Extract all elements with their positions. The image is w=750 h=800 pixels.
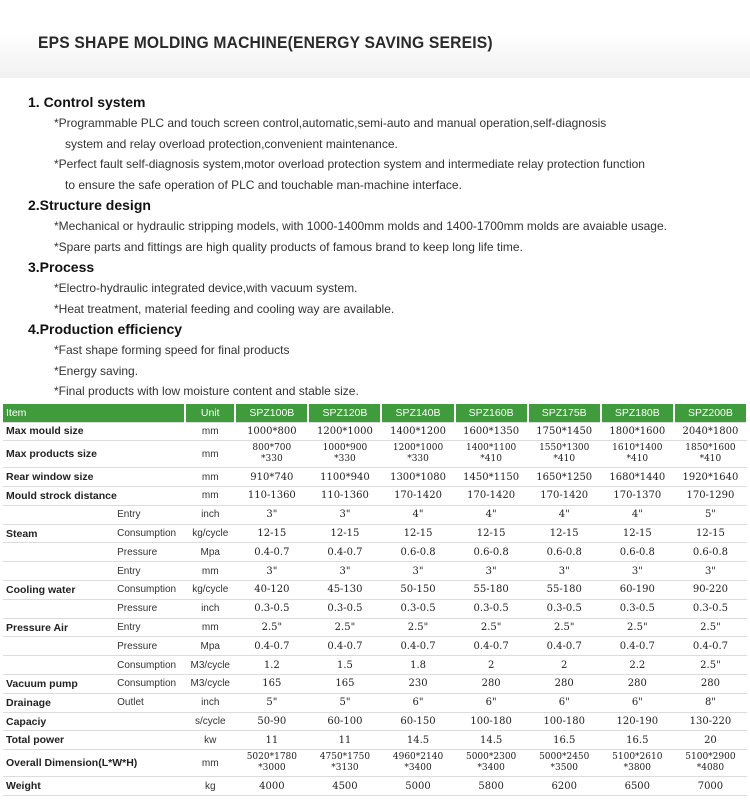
row-value: 0.3-0.5 <box>601 599 674 618</box>
row-value: 280 <box>674 675 747 694</box>
row-value: 0.6-0.8 <box>674 543 747 562</box>
row-value: 6" <box>528 693 601 712</box>
row-value: 280 <box>455 675 528 694</box>
row-value: 3" <box>455 562 528 581</box>
row-value: 170-1370 <box>601 487 674 506</box>
row-value: 2.5" <box>455 618 528 637</box>
spec-table <box>3 404 748 796</box>
row-value: 165 <box>308 675 381 694</box>
row-value: 6" <box>455 693 528 712</box>
section-line: *Mechanical or hydraulic stripping models, with 1000-1400mm molds and 1400-1700mm molds are avaiable usage. <box>54 219 667 233</box>
row-value: 5" <box>308 693 381 712</box>
row-value: 12-15 <box>601 524 674 543</box>
table-row <box>3 468 747 487</box>
row-value: 90-220 <box>674 581 747 600</box>
feature-list <box>28 92 728 402</box>
table-row <box>3 543 747 562</box>
table-row <box>3 675 747 694</box>
table-row <box>3 505 747 524</box>
row-value: 6" <box>601 693 674 712</box>
table-row <box>3 712 747 731</box>
header-item: Item <box>3 404 185 422</box>
row-value: 3" <box>601 562 674 581</box>
section-line: *Fast shape forming speed for final products <box>54 343 290 357</box>
row-subitem: Entry <box>115 562 185 581</box>
row-subitem: Consumption <box>115 581 185 600</box>
row-value: 0.4-0.7 <box>235 637 308 656</box>
row-value: 16.5 <box>528 731 601 750</box>
row-value: 12-15 <box>381 524 454 543</box>
row-unit: mm <box>185 487 235 506</box>
row-name: Steam <box>3 524 115 543</box>
row-subitem: Entry <box>115 618 185 637</box>
section-line: *Electro-hydraulic integrated device,with vacuum system. <box>54 281 358 295</box>
row-value: 5100*2900 *4080 <box>674 750 747 777</box>
row-value: 1000*900 *330 <box>308 441 381 468</box>
row-name: Rear window size <box>3 468 115 487</box>
row-subitem: Consumption <box>115 656 185 675</box>
row-value: 1610*1400 *410 <box>601 441 674 468</box>
row-value: 1850*1600 *410 <box>674 441 747 468</box>
row-value: 1.5 <box>308 656 381 675</box>
section-line: *Spare parts and fittings are high quality products of famous brand to keep long life time. <box>54 239 523 254</box>
row-value: 230 <box>381 675 454 694</box>
row-value: 3" <box>235 505 308 524</box>
row-value: 4" <box>601 505 674 524</box>
row-value: 55-180 <box>528 581 601 600</box>
row-name <box>3 656 115 675</box>
row-value: 280 <box>528 675 601 694</box>
row-value: 4000 <box>235 777 308 796</box>
row-name <box>3 543 115 562</box>
row-subitem <box>115 712 185 731</box>
row-unit: inch <box>185 505 235 524</box>
row-value: 60-150 <box>381 712 454 731</box>
table-row <box>3 618 747 637</box>
header-model: SPZ120B <box>308 404 381 422</box>
row-subitem: Consumption <box>115 524 185 543</box>
header-model: SPZ140B <box>381 404 454 422</box>
table-header-row <box>3 404 747 422</box>
table-row <box>3 693 747 712</box>
row-value: 800*700 *330 <box>235 441 308 468</box>
row-value: 16.5 <box>601 731 674 750</box>
row-value: 170-1290 <box>674 487 747 506</box>
row-value: 170-1420 <box>455 487 528 506</box>
row-name: Max mould size <box>3 422 115 441</box>
header-unit: Unit <box>185 404 235 422</box>
row-subitem: Consumption <box>115 675 185 694</box>
row-subitem: Pressure <box>115 543 185 562</box>
row-value: 2.5" <box>381 618 454 637</box>
row-value: 0.3-0.5 <box>674 599 747 618</box>
section-line: to ensure the safe operation of PLC and touchable man-machine interface. <box>65 177 462 192</box>
row-value: 5100*2610 *3800 <box>601 750 674 777</box>
row-unit: mm <box>185 750 235 777</box>
section-heading: 1. Control system <box>28 94 146 110</box>
row-value: 50-150 <box>381 581 454 600</box>
row-value: 4960*2140 *3400 <box>381 750 454 777</box>
row-unit: kg/cycle <box>185 581 235 600</box>
row-subitem <box>115 487 185 506</box>
row-value: 1450*1150 <box>455 468 528 487</box>
row-value: 1650*1250 <box>528 468 601 487</box>
section-line: *Final products with low moisture content and stable size. <box>54 384 359 398</box>
row-name: Max products size <box>3 441 115 468</box>
row-value: 2 <box>455 656 528 675</box>
row-value: 1400*1100 *410 <box>455 441 528 468</box>
row-value: 1300*1080 <box>381 468 454 487</box>
row-value: 40-120 <box>235 581 308 600</box>
row-value: 60-190 <box>601 581 674 600</box>
section-line: system and relay overload protection,convenient maintenance. <box>65 136 398 151</box>
row-unit: s/cycle <box>185 712 235 731</box>
row-subitem <box>115 441 185 468</box>
table-row <box>3 487 747 506</box>
section-line: *Programmable PLC and touch screen control,automatic,semi-auto and manual operation,self-diagnosis <box>54 116 607 130</box>
row-unit: inch <box>185 599 235 618</box>
row-value: 2.2 <box>601 656 674 675</box>
table-row <box>3 731 747 750</box>
row-value: 11 <box>235 731 308 750</box>
row-value: 100-180 <box>528 712 601 731</box>
row-value: 110-1360 <box>235 487 308 506</box>
row-value: 1.2 <box>235 656 308 675</box>
row-unit: kw <box>185 731 235 750</box>
row-value: 5000*2300 *3400 <box>455 750 528 777</box>
row-value: 3" <box>235 562 308 581</box>
row-unit: mm <box>185 618 235 637</box>
row-value: 1800*1600 <box>601 422 674 441</box>
header-model: SPZ100B <box>235 404 308 422</box>
row-value: 20 <box>674 731 747 750</box>
row-value: 5000 <box>381 777 454 796</box>
row-value: 2.5" <box>674 618 747 637</box>
row-name: Capaciy <box>3 712 115 731</box>
row-value: 12-15 <box>308 524 381 543</box>
row-value: 45-130 <box>308 581 381 600</box>
row-unit: Mpa <box>185 637 235 656</box>
row-subitem <box>115 777 185 796</box>
row-value: 910*740 <box>235 468 308 487</box>
row-value: 5" <box>674 505 747 524</box>
row-value: 0.6-0.8 <box>528 543 601 562</box>
row-value: 1680*1440 <box>601 468 674 487</box>
row-value: 0.3-0.5 <box>235 599 308 618</box>
row-value: 0.4-0.7 <box>308 637 381 656</box>
row-unit: M3/cycle <box>185 675 235 694</box>
row-unit: kg/cycle <box>185 524 235 543</box>
table-row <box>3 599 747 618</box>
row-value: 170-1420 <box>381 487 454 506</box>
row-unit: M3/cycle <box>185 656 235 675</box>
row-value: 0.6-0.8 <box>455 543 528 562</box>
row-name <box>3 562 115 581</box>
row-name: Drainage <box>3 693 115 712</box>
row-subitem: Pressure <box>115 637 185 656</box>
row-value: 12-15 <box>674 524 747 543</box>
row-value: 0.3-0.5 <box>455 599 528 618</box>
table-row <box>3 562 747 581</box>
row-value: 4750*1750 *3130 <box>308 750 381 777</box>
row-subitem: Outlet <box>115 693 185 712</box>
row-value: 2040*1800 <box>674 422 747 441</box>
row-value: 12-15 <box>528 524 601 543</box>
row-name: Pressure Air <box>3 618 115 637</box>
row-value: 0.4-0.7 <box>601 637 674 656</box>
row-value: 0.6-0.8 <box>601 543 674 562</box>
row-value: 100-180 <box>455 712 528 731</box>
row-value: 1100*940 <box>308 468 381 487</box>
row-value: 0.3-0.5 <box>308 599 381 618</box>
row-name: Mould strock distance <box>3 487 115 506</box>
table-row <box>3 750 747 777</box>
row-name: Vacuum pump <box>3 675 115 694</box>
row-subitem <box>115 468 185 487</box>
row-value: 2 <box>528 656 601 675</box>
row-value: 5000*2450 *3500 <box>528 750 601 777</box>
row-value: 50-90 <box>235 712 308 731</box>
section-line: *Perfect fault self-diagnosis system,motor overload protection system and intermediate relay protection function <box>54 157 645 171</box>
table-row <box>3 422 747 441</box>
header-model: SPZ175B <box>528 404 601 422</box>
section-heading: 4.Production efficiency <box>28 321 183 337</box>
row-value: 0.3-0.5 <box>528 599 601 618</box>
row-value: 1600*1350 <box>455 422 528 441</box>
section-line: *Energy saving. <box>54 363 139 378</box>
row-value: 12-15 <box>235 524 308 543</box>
row-value: 130-220 <box>674 712 747 731</box>
row-value: 120-190 <box>601 712 674 731</box>
row-value: 5020*1780 *3000 <box>235 750 308 777</box>
row-value: 170-1420 <box>528 487 601 506</box>
row-unit: Mpa <box>185 543 235 562</box>
row-name: Cooling water <box>3 581 115 600</box>
row-value: 6" <box>381 693 454 712</box>
row-value: 12-15 <box>455 524 528 543</box>
row-value: 14.5 <box>381 731 454 750</box>
section-line: *Heat treatment, material feeding and cooling way are available. <box>54 301 395 316</box>
row-value: 0.4-0.7 <box>674 637 747 656</box>
row-value: 3" <box>674 562 747 581</box>
row-value: 6200 <box>528 777 601 796</box>
table-row <box>3 637 747 656</box>
row-value: 5800 <box>455 777 528 796</box>
row-value: 1000*800 <box>235 422 308 441</box>
row-value: 165 <box>235 675 308 694</box>
row-value: 2.5" <box>674 656 747 675</box>
table-row <box>3 581 747 600</box>
row-subitem: Entry <box>115 505 185 524</box>
row-value: 7000 <box>674 777 747 796</box>
header-model: SPZ200B <box>674 404 747 422</box>
row-name: Total power <box>3 731 115 750</box>
row-value: 1.8 <box>381 656 454 675</box>
row-value: 0.6-0.8 <box>381 543 454 562</box>
row-value: 2.5" <box>308 618 381 637</box>
row-subitem <box>115 731 185 750</box>
row-subitem <box>115 422 185 441</box>
row-value: 14.5 <box>455 731 528 750</box>
row-unit: mm <box>185 562 235 581</box>
row-value: 3" <box>308 505 381 524</box>
row-unit: inch <box>185 693 235 712</box>
row-value: 3" <box>528 562 601 581</box>
row-value: 2.5" <box>601 618 674 637</box>
row-value: 4500 <box>308 777 381 796</box>
row-value: 0.4-0.7 <box>235 543 308 562</box>
header-model: SPZ180B <box>601 404 674 422</box>
row-value: 2.5" <box>235 618 308 637</box>
row-value: 60-100 <box>308 712 381 731</box>
row-value: 1750*1450 <box>528 422 601 441</box>
row-name <box>3 599 115 618</box>
section-heading: 2.Structure design <box>28 197 151 213</box>
row-value: 5" <box>235 693 308 712</box>
row-unit: mm <box>185 422 235 441</box>
header-model: SPZ160B <box>455 404 528 422</box>
row-name <box>3 637 115 656</box>
row-value: 0.3-0.5 <box>381 599 454 618</box>
table-row <box>3 524 747 543</box>
row-value: 110-1360 <box>308 487 381 506</box>
row-value: 1200*1000 <box>308 422 381 441</box>
section-heading: 3.Process <box>28 259 95 275</box>
row-value: 0.4-0.7 <box>528 637 601 656</box>
row-value: 1200*1000 *330 <box>381 441 454 468</box>
row-name: Weight <box>3 777 115 796</box>
row-value: 3" <box>381 562 454 581</box>
row-value: 0.4-0.7 <box>381 637 454 656</box>
row-name <box>3 505 115 524</box>
row-value: 0.4-0.7 <box>308 543 381 562</box>
row-value: 2.5" <box>528 618 601 637</box>
row-value: 0.4-0.7 <box>455 637 528 656</box>
row-value: 4" <box>381 505 454 524</box>
row-value: 1400*1200 <box>381 422 454 441</box>
table-row <box>3 777 747 796</box>
row-value: 4" <box>528 505 601 524</box>
row-unit: kg <box>185 777 235 796</box>
row-value: 11 <box>308 731 381 750</box>
row-value: 280 <box>601 675 674 694</box>
page-title: EPS SHAPE MOLDING MACHINE(ENERGY SAVING SEREIS) <box>38 33 493 52</box>
table-row <box>3 441 747 468</box>
row-value: 8" <box>674 693 747 712</box>
row-value: 55-180 <box>455 581 528 600</box>
row-unit: mm <box>185 468 235 487</box>
row-value: 1920*1640 <box>674 468 747 487</box>
row-value: 1550*1300 *410 <box>528 441 601 468</box>
row-unit: mm <box>185 441 235 468</box>
row-value: 4" <box>455 505 528 524</box>
row-value: 3" <box>308 562 381 581</box>
row-subitem: Pressure <box>115 599 185 618</box>
row-name: Overall Dimension(L*W*H) <box>3 750 115 777</box>
row-value: 6500 <box>601 777 674 796</box>
table-row <box>3 656 747 675</box>
